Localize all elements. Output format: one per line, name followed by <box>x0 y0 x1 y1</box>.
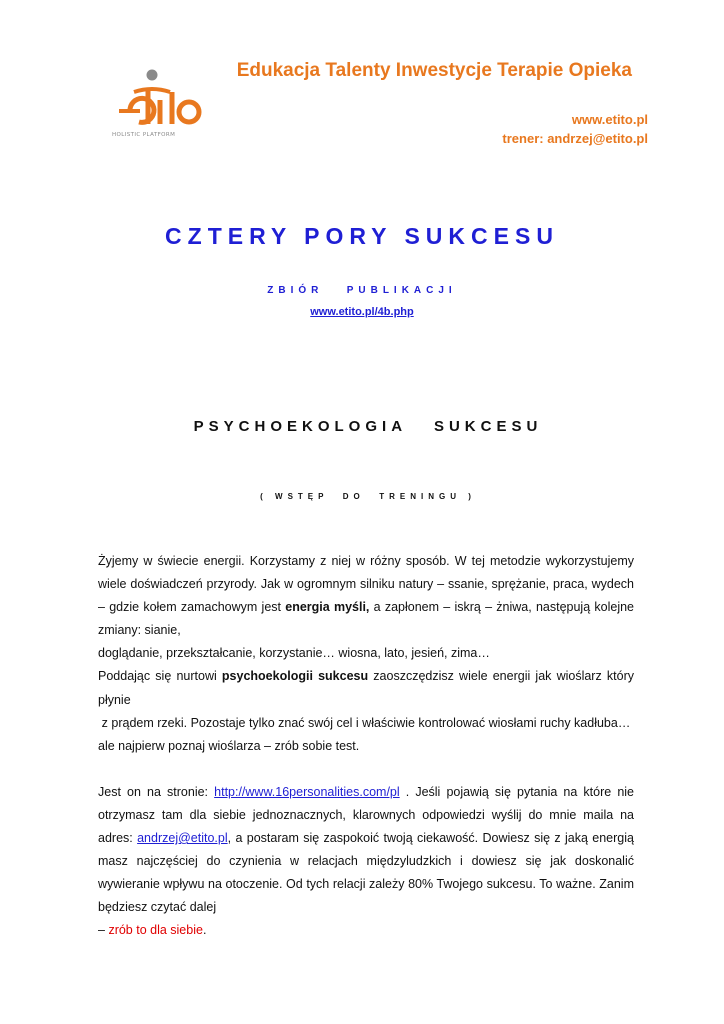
p1-line-2: doświadczeń przyrody. Jak w ogromnym silniku natury – ssanie, sprężanie, praca, wydech – gdzie <box>98 577 634 615</box>
p3-line-1a: Jest on na stronie: <box>98 784 215 799</box>
section-heading: PSYCHOEKOLOGIA SUKCESU <box>193 418 543 435</box>
p2-bold-psychoekologia: psychoekologii sukcesu <box>221 669 369 684</box>
body-text <box>98 550 634 943</box>
logo-subtitle: HOLISTIC PLATFORM <box>112 132 176 138</box>
document-subtitle: ZBIÓR PUBLIKACJI <box>267 285 457 296</box>
p3-line-6b: . <box>202 923 207 938</box>
publications-link[interactable]: www.etito.pl/4b.php <box>310 306 414 318</box>
p3-line-4: najczęściej do czynienia w relacjach międzyludzkich i dowiesz się jak doskonalić wywieranie wpływu <box>98 854 634 892</box>
p3-line-2: tam dla siebie jednoznacznych, klarownych odpowiedzi wyślij do mnie maila na adres: <box>98 807 634 846</box>
p1-line-3b: a zapłonem – iskrą – żniwa, następują kolejne zmiany: sianie, <box>98 600 634 638</box>
logo-graphic <box>108 66 208 136</box>
p3-line-1b: . Jeśli pojawią się pytania na które nie otrzymasz <box>98 784 634 822</box>
p2-line-1a: Poddając się nurtowi <box>98 669 222 684</box>
p1-line-4: doglądanie, przekształcanie, korzystanie… wiosna, lato, jesień, zima… <box>98 646 490 661</box>
p2-line-1b: zaoszczędzisz wiele energii jak wioślarz który płynie <box>98 669 634 707</box>
p1-line-3a: kołem zamachowym jest <box>143 600 286 615</box>
email-link[interactable]: andrzej@etito.pl <box>137 831 228 846</box>
personalities-test-link[interactable]: http://www.16personalities.com/pl <box>214 784 400 799</box>
header-trainer-email: trener: andrzej@etito.pl <box>502 131 648 146</box>
header-website-link[interactable]: www.etito.pl <box>571 112 648 127</box>
p3-red-callout: zrób to dla siebie <box>108 923 203 938</box>
section-intro: ( WSTĘP DO TRENINGU ) <box>260 492 476 501</box>
header-tagline: Edukacja Talenty Inwestycje Terapie Opieka <box>236 60 632 81</box>
paragraph-1 <box>98 550 634 642</box>
p2-line-2: z prądem rzeki. Pozostaje tylko znać swój cel i właściwie kontrolować wiosłami ruchy kadłuba… <box>101 715 631 730</box>
p2-line-3: ale najpierw poznaj wioślarza – zrób sobie test. <box>98 738 360 753</box>
p3-line-6a: – <box>98 923 109 938</box>
paragraph-2 <box>98 665 634 711</box>
document-title: CZTERY PORY SUKCESU <box>165 223 559 249</box>
p1-line-1: Żyjemy w świecie energii. Korzystamy z niej w różny sposób. W tej metodzie wykorzystujemy wiele <box>98 554 634 592</box>
p3-line-3b: , a postaram się zaspokoić twoją ciekawość. Dowiesz się z jaką energią masz <box>98 831 634 869</box>
paragraph-3 <box>98 781 634 920</box>
p1-bold-energia: energia myśli, <box>285 600 370 615</box>
p3-line-5: na otoczenie. Od tych relacji zależy 80% Twojego sukcesu. To ważne. Zanim będziesz czytać dalej <box>98 877 634 915</box>
p3-line-6 <box>98 919 634 942</box>
paragraph-gap <box>98 758 634 781</box>
